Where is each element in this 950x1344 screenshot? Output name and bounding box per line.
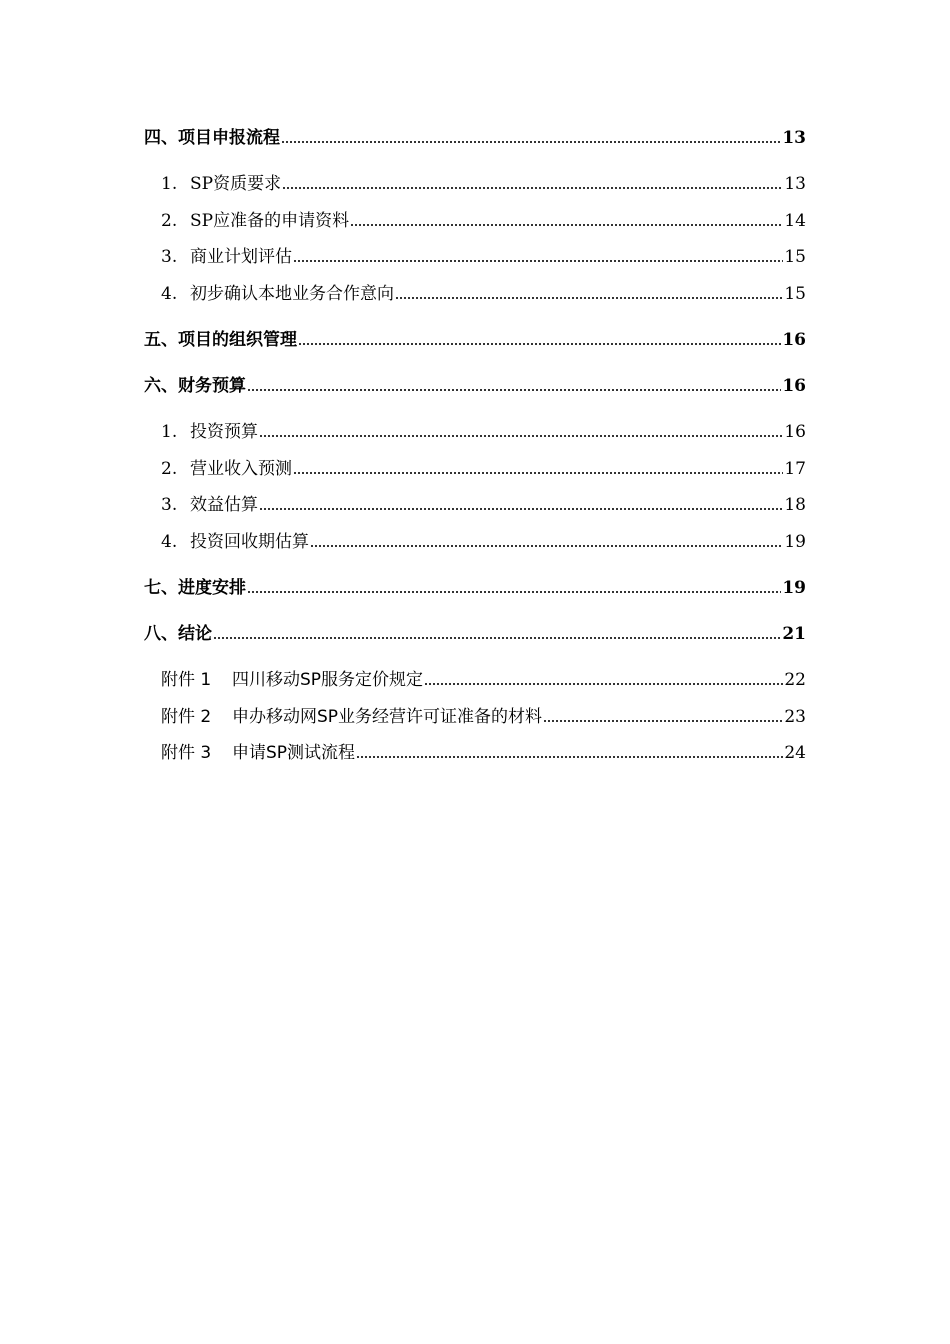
- toc-entry-section-4[interactable]: [144, 127, 806, 149]
- toc-entry-page: 19: [784, 532, 806, 552]
- dot-leader: [293, 259, 783, 263]
- dot-leader: [247, 388, 781, 392]
- toc-entry-number: 3.: [161, 495, 178, 515]
- dot-leader: [350, 223, 783, 227]
- dot-leader: [395, 296, 783, 300]
- toc-entry-number: 4.: [161, 532, 178, 552]
- dot-leader: [298, 342, 781, 346]
- toc-entry-title: 效益估算: [190, 495, 258, 515]
- toc-entry-number: 附件 3: [161, 743, 212, 763]
- toc-entry-4-1[interactable]: [161, 173, 806, 195]
- dot-leader: [213, 636, 781, 640]
- toc-entry-4-4[interactable]: [161, 283, 806, 305]
- toc-entry-number: 附件 1: [161, 670, 212, 690]
- toc-entry-title: SP应准备的申请资料: [190, 211, 350, 231]
- toc-entry-page: 18: [784, 495, 806, 515]
- toc-entry-page: 14: [784, 211, 806, 231]
- toc-entry-page: 16: [782, 376, 806, 396]
- toc-entry-title: 申办移动网SP业务经营许可证准备的材料: [232, 707, 543, 727]
- dot-leader: [543, 719, 783, 723]
- toc-entry-section-6[interactable]: [144, 375, 806, 397]
- toc-entry-section-5[interactable]: [144, 329, 806, 351]
- toc-entry-number: 2.: [161, 459, 178, 479]
- toc-entry-title: 七、进度安排: [144, 578, 246, 598]
- toc-entry-appendix-2[interactable]: [161, 706, 806, 728]
- dot-leader: [424, 682, 783, 686]
- toc-entry-6-4[interactable]: [161, 531, 806, 553]
- dot-leader: [259, 434, 783, 438]
- toc-entry-4-2[interactable]: [161, 210, 806, 232]
- toc-entry-number: 3.: [161, 247, 178, 267]
- toc-entry-page: 23: [784, 707, 806, 727]
- toc-entry-page: 13: [784, 174, 806, 194]
- toc-entry-6-3[interactable]: [161, 494, 806, 516]
- toc-entry-6-2[interactable]: [161, 458, 806, 480]
- toc-entry-page: 22: [784, 670, 806, 690]
- toc-entry-page: 15: [784, 284, 806, 304]
- toc-entry-title: 投资回收期估算: [190, 532, 309, 552]
- toc-entry-title: 营业收入预测: [190, 459, 292, 479]
- toc-entry-title: SP资质要求: [190, 174, 282, 194]
- toc-entry-title: 四、项目申报流程: [144, 128, 280, 148]
- toc-entry-number: 附件 2: [161, 707, 212, 727]
- toc-entry-title: 申请SP测试流程: [232, 743, 356, 763]
- toc-entry-appendix-1[interactable]: [161, 669, 806, 691]
- toc-entry-number: 1.: [161, 422, 178, 442]
- toc-entry-page: 16: [784, 422, 806, 442]
- toc-entry-section-8[interactable]: [144, 623, 806, 645]
- toc-entry-6-1[interactable]: [161, 421, 806, 443]
- toc-entry-page: 13: [782, 128, 806, 148]
- toc-entry-number: 2.: [161, 211, 178, 231]
- toc-entry-title: 八、结论: [144, 624, 212, 644]
- toc-entry-page: 19: [782, 578, 806, 598]
- toc-entry-number: 4.: [161, 284, 178, 304]
- toc-entry-4-3[interactable]: [161, 246, 806, 268]
- toc-entry-appendix-3[interactable]: [161, 742, 806, 764]
- dot-leader: [282, 186, 783, 190]
- toc-entry-title: 六、财务预算: [144, 376, 246, 396]
- toc-entry-section-7[interactable]: [144, 577, 806, 599]
- toc-entry-page: 15: [784, 247, 806, 267]
- toc-entry-title: 初步确认本地业务合作意向: [190, 284, 394, 304]
- toc-entry-page: 21: [782, 624, 806, 644]
- toc-entry-title: 投资预算: [190, 422, 258, 442]
- toc-entry-title: 五、项目的组织管理: [144, 330, 297, 350]
- dot-leader: [259, 507, 783, 511]
- toc-entry-title: 商业计划评估: [190, 247, 292, 267]
- dot-leader: [356, 755, 783, 759]
- dot-leader: [310, 544, 783, 548]
- dot-leader: [281, 140, 781, 144]
- toc-entry-page: 24: [784, 743, 806, 763]
- toc-entry-page: 16: [782, 330, 806, 350]
- dot-leader: [247, 590, 781, 594]
- toc-entry-page: 17: [784, 459, 806, 479]
- toc-entry-title: 四川移动SP服务定价规定: [232, 670, 424, 690]
- toc-entry-number: 1.: [161, 174, 178, 194]
- dot-leader: [293, 471, 783, 475]
